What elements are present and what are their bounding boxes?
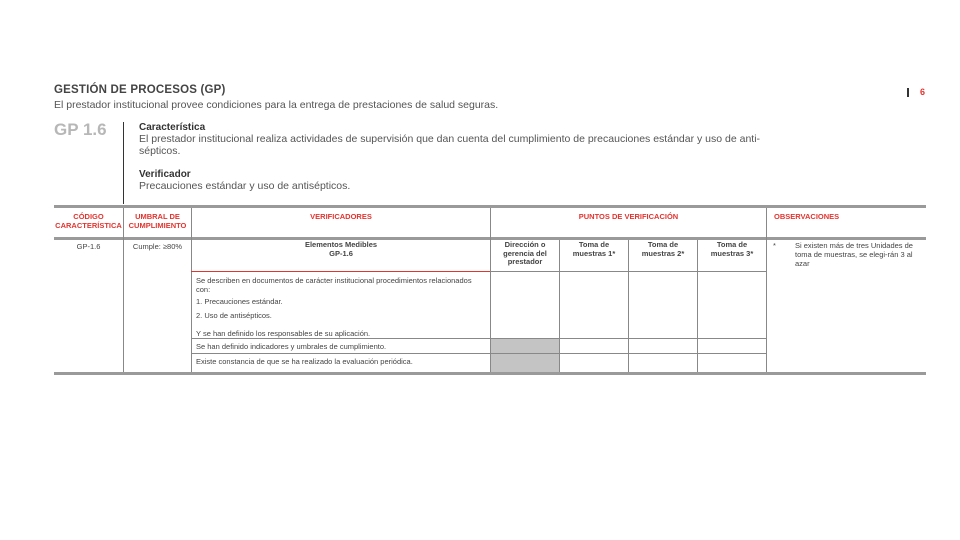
caracteristica-text: El prestador institucional realiza actividades de supervisión que dan cuenta del cumplimiento de precauciones estándar y uso de anti-sépticos. [139,133,761,157]
codigo-value: GP-1.6 [76,242,101,251]
verificador-label: Verificador [139,169,191,180]
page-header [54,84,934,111]
table-bottom-rule [54,372,926,375]
page-title: GESTIÓN DE PROCESOS (GP) [54,84,226,96]
col-divider [123,208,124,372]
subheader-elementos-label: Elementos Medibles [304,240,378,249]
row1-intro: Se describen en documentos de carácter institucional procedimientos relacionados con: [196,276,472,294]
subheader-toma1: Toma de muestras 1* [572,240,616,258]
page-number-divider [907,88,909,97]
characteristic-code: GP 1.6 [54,120,107,139]
col-divider [766,208,767,372]
verification-table [54,205,926,375]
subheader-toma3: Toma de muestras 3* [710,240,754,258]
subheader-elementos-code: GP-1.6 [329,248,353,258]
subheader-toma2: Toma de muestras 2* [641,240,685,258]
verificador-block [139,169,779,192]
characteristic-divider [123,122,124,204]
row1-item2: 2. Uso de antisépticos. [196,311,272,320]
row-divider [191,353,766,354]
page-subtitle: El prestador institucional provee condiciones para la entrega de prestaciones de salud seguras. [54,99,499,111]
header-puntos: PUNTOS DE VERIFICACIÓN [578,212,679,221]
header-observaciones: OBSERVACIONES [774,212,840,221]
subheader-direccion: Dirección o gerencia del prestador [503,240,547,266]
umbral-value: Cumple: ≥80% [132,242,183,251]
header-verificadores: VERIFICADORES [310,212,372,221]
row-divider [490,271,766,272]
page-number: 6 [920,87,926,97]
caracteristica-label: Característica [139,122,206,133]
row1-item1: 1. Precauciones estándar. [196,297,283,306]
row-divider [191,338,766,339]
row-divider [191,271,490,272]
header-codigo: CÓDIGO CARACTERÍSTICA [55,212,122,230]
row2-text: Se han definido indicadores y umbrales de cumplimiento. [196,342,387,351]
observation-mark: * [773,241,776,250]
disabled-cell [491,354,559,372]
disabled-cell [491,339,559,353]
row1-closing: Y se han definido los responsables de su aplicación. [196,329,371,338]
subheader-elementos [192,241,490,258]
verificador-text: Precauciones estándar y uso de antisépticos. [139,180,351,192]
header-umbral: UMBRAL DE CUMPLIMIENTO [128,212,187,230]
caracteristica-block [139,122,779,157]
row3-text: Existe constancia de que se ha realizado la evaluación periódica. [196,357,413,366]
observation-text: Si existen más de tres Unidades de toma de muestras, se elegi-rán 3 al azar [795,241,913,268]
col-divider [191,208,192,372]
